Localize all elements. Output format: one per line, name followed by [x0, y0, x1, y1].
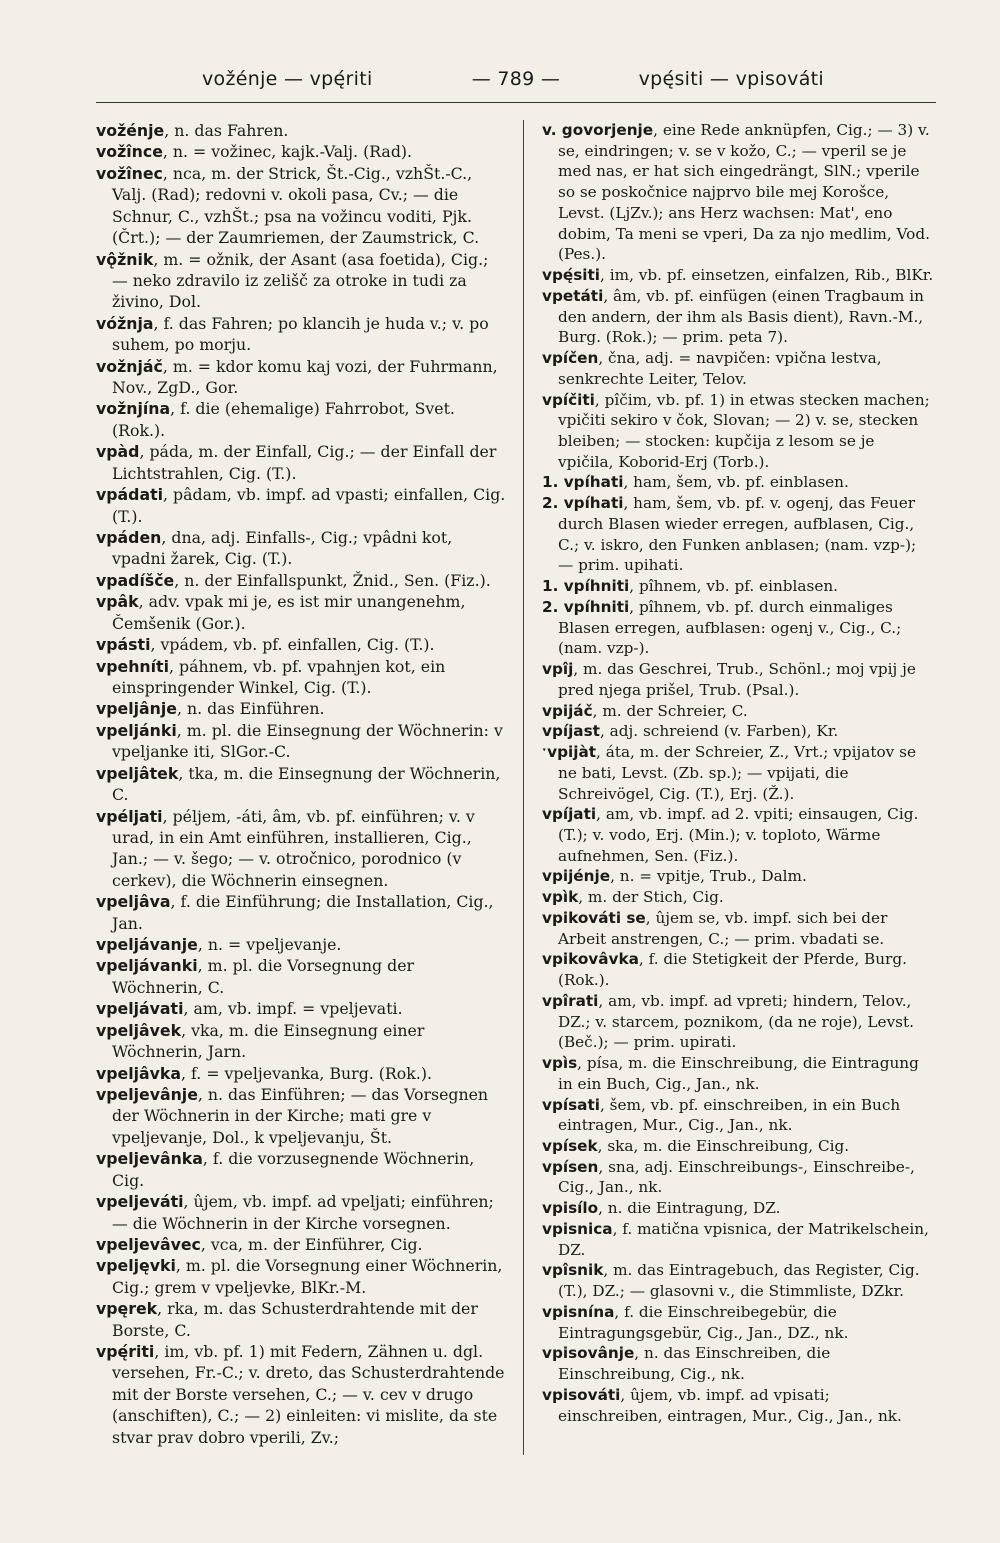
dictionary-entry: vpeljânje, n. das Einführen.	[96, 699, 325, 719]
headword: vpeljánki	[96, 720, 177, 740]
headword: vóžnja	[96, 313, 154, 333]
dictionary-entry: vpeljeváti, ûjem, vb. impf. ad vpeljati; einführen; — die Wöchnerin in der Kirche vorsegnen.	[96, 1192, 494, 1233]
headword: ˑvpijàt	[542, 743, 597, 762]
headword: vožnjáč	[96, 356, 163, 376]
dictionary-entry: vpâk, adv. vpak mi je, es ist mir unangenehm, Čemšenik (Gor.).	[96, 592, 466, 633]
headword: vpeljevâvec	[96, 1234, 201, 1254]
headword: vpeljávati	[96, 999, 184, 1019]
dictionary-entry: vpisovânje, n. das Einschreiben, die Einschreibung, Cig., nk.	[542, 1344, 831, 1384]
headword: vpísen	[542, 1157, 599, 1176]
dictionary-entry: vpę́riti, im, vb. pf. 1) mit Federn, Zähnen u. dgl. versehen, Fr.-C.; v. dreto, das Schusterdrahtende mit der Borste versehen, C.; — v. cev v drugo (anschiften), C.; — 2) einleiten: vi mislite, da ste stvar prav dobro vperili, Zv.;	[96, 1342, 505, 1447]
dictionary-entry: vǫ̂žnik, m. = ožnik, der Asant (asa foetida), Cig.; — neko zdravilo iz zelišč za otroke in tudi za živino, Dol.	[96, 249, 489, 312]
headword: vpetáti	[542, 286, 604, 305]
headword: vpíjati	[542, 805, 597, 824]
headword: vpijáč	[542, 701, 593, 720]
headword: vožnjína	[96, 399, 171, 419]
left-column	[96, 120, 506, 1448]
headword: vpeljânje	[96, 699, 177, 719]
headword: vpę́riti	[96, 1342, 155, 1362]
headword: vpisovânje	[542, 1344, 635, 1363]
dictionary-entry: vpadíšče, n. der Einfallspunkt, Žnid., Sen. (Fiz.).	[96, 570, 491, 590]
dictionary-entry: 1. vpíhati, ham, šem, vb. pf. einblasen.	[542, 473, 849, 492]
headword: vǫ̂žnik	[96, 249, 154, 269]
headword: vpâk	[96, 592, 139, 612]
dictionary-entry: vpáden, dna, adj. Einfalls-, Cig.; vpâdni kot, vpadni žarek, Cig. (T.).	[96, 528, 453, 569]
headword: 2. vpíhati	[542, 494, 624, 513]
headword: vpeljevânje	[96, 1084, 198, 1104]
dictionary-entry: vpehníti, páhnem, vb. pf. vpahnjen kot, ein einspringender Winkel, Cig. (T.).	[96, 656, 446, 697]
headword: vpìs	[542, 1054, 578, 1073]
dictionary-entry: vožînec, nca, m. der Strick, Št.-Cig., vzhŠt.-C., Valj. (Rad); redovni v. okoli pasa, Cv.; — die Schnur, C., vzhŠt.; psa na vožincu voditi, Pjk. (Črt.); — der Zaumriemen, der Zaumstrick, C.	[96, 163, 480, 248]
dictionary-entry: vpíjast, adj. schreiend (v. Farben), Kr.	[542, 722, 839, 741]
headword: vpijénje	[542, 867, 611, 886]
headword: vpíjast	[542, 722, 600, 741]
dictionary-entry: vpeljevânka, f. die vorzusegnende Wöchnerin, Cig.	[96, 1149, 475, 1190]
headword: vpisováti	[542, 1385, 621, 1404]
dictionary-entry: vóžnja, f. das Fahren; po klancih je huda v.; v. po suhem, po morju.	[96, 313, 489, 355]
header-left-guide-words: vožénje — vpę́riti	[202, 68, 373, 90]
dictionary-entry: vožînce, n. = vožinec, kajk.-Valj. (Rad).	[96, 142, 413, 162]
dictionary-entry: vpásti, vpádem, vb. pf. einfallen, Cig. (T.).	[96, 635, 435, 655]
headword: vpikovâvka	[542, 950, 639, 969]
headword: vpàd	[96, 442, 140, 462]
dictionary-entry: vpisováti, ûjem, vb. impf. ad vpisati; einschreiben, eintragen, Mur., Cig., Jan., nk.	[542, 1385, 902, 1425]
headword: vožînce	[96, 142, 163, 162]
headword: vpisnica	[542, 1219, 613, 1238]
dictionary-entry: vpísen, sna, adj. Einschreibungs-, Einschreibe-, Cig., Jan., nk.	[542, 1157, 915, 1197]
headword: vpeljávanki	[96, 956, 198, 976]
dictionary-entry: vpísati, šem, vb. pf. einschreiben, in ein Buch eintragen, Mur., Cig., Jan., nk.	[542, 1095, 901, 1135]
dictionary-entry: vpeljávati, am, vb. impf. = vpeljevati.	[96, 999, 403, 1019]
dictionary-entry: vpikovâvka, f. die Stetigkeit der Pferde, Burg. (Rok.).	[542, 950, 907, 990]
headword: vpíčen	[542, 349, 599, 368]
dictionary-entry: vpìs, písa, m. die Einschreibung, die Eintragung in ein Buch, Cig., Jan., nk.	[542, 1054, 919, 1093]
headword: vpéljati	[96, 806, 163, 826]
headword: vpeljávanje	[96, 935, 198, 955]
dictionary-entry: vpîrati, am, vb. impf. ad vpreti; hindern, Telov., DZ.; v. starcem, poznikom, (da ne roje), Levst. (Beč.); — prim. upirati.	[542, 991, 914, 1052]
dictionary-entry: v. govorjenje, eine Rede anknüpfen, Cig.; — 3) v. se, eindringen; v. se v kožo, C.; — vperil se je med nas, er hat sich eingedrängt, SlN.; vperile so se poskočnice najprvo bile mej Korošce, Levst. (LjZv.); ans Herz wachsen: Mat', eno dobim, Ta meni se vperi, Da za njo medlim, Vod. (Pes.).	[542, 121, 930, 264]
dictionary-entry: vpeljánki, m. pl. die Einsegnung der Wöchnerin: v vpeljanke iti, SlGor.-C.	[96, 720, 503, 762]
dictionary-entry: vpeljávanje, n. = vpeljevanje.	[96, 935, 342, 955]
headword: vpíčiti	[542, 390, 595, 409]
running-header	[96, 62, 936, 103]
dictionary-entry: 2. vpíhati, ham, šem, vb. pf. v. ogenj, das Feuer durch Blasen wieder erregen, aufblasen, Cig., C.; v. iskro, den Funken anblasen; (nam. vzp-); — prim. upihati.	[542, 494, 917, 575]
headword: vpîj	[542, 660, 574, 679]
page-number: — 789 —	[471, 68, 561, 90]
headword: vožénje	[96, 121, 165, 140]
dictionary-entry: vpéljati, péljem, -áti, âm, vb. pf. einführen; v. v urad, in ein Amt einführen, installieren, Cig., Jan.; — v. šego; — v. otročnico, porodnico (v cerkev), die Wöchnerin einsegnen.	[96, 806, 475, 890]
headword: vpisílo	[542, 1199, 599, 1218]
dictionary-entry: vpisílo, n. die Eintragung, DZ.	[542, 1199, 781, 1218]
headword: vpeljâva	[96, 892, 171, 912]
dictionary-entry: vpeljęvki, m. pl. die Vorsegnung einer Wöchnerin, Cig.; grem v vpeljevke, BlKr.-M.	[96, 1256, 503, 1297]
dictionary-entry: vpisnína, f. die Einschreibegebür, die Eintragungsgebür, Cig., Jan., DZ., nk.	[542, 1302, 849, 1342]
headword: vpísati	[542, 1095, 600, 1114]
headword: vpisnína	[542, 1302, 615, 1321]
header-right-guide-words: vpę́siti — vpisováti	[638, 68, 824, 90]
dictionary-entry: vpíčiti, pîčim, vb. pf. 1) in etwas stecken machen; vpičiti sekiro v čok, Slovan; — 2) v. se, stecken bleiben; — stocken: kupčija z lesom se je vpičila, Koborid-Erj (Torb.).	[542, 390, 930, 471]
dictionary-entry: vpîj, m. das Geschrei, Trub., Schönl.; moj vpij je pred njega prišel, Trub. (Psal.).	[542, 660, 916, 699]
headword: vpîsnik	[542, 1261, 604, 1280]
dictionary-entry: vpeljevânje, n. das Einführen; — das Vorsegnen der Wöchnerin in der Kirche; mati gre v vpeljevanje, Dol., k vpeljevanju, Št.	[96, 1084, 489, 1147]
headword: vpęrek	[96, 1299, 158, 1319]
dictionary-entry: vpikováti se, ûjem se, vb. impf. sich bei der Arbeit anstrengen, C.; — prim. vbadati se.	[542, 908, 888, 948]
headword: vpadíšče	[96, 570, 175, 590]
dictionary-entry: vpeljâvek, vka, m. die Einsegnung einer Wöchnerin, Jarn.	[96, 1020, 425, 1062]
dictionary-entry: vpíčen, čna, adj. = navpičen: vpična lestva, senkrechte Leiter, Telov.	[542, 349, 882, 388]
dictionary-entry: vpeljevâvec, vca, m. der Einführer, Cig.	[96, 1234, 423, 1254]
headword: 2. vpíhniti	[542, 597, 630, 616]
headword: vpîrati	[542, 991, 599, 1010]
headword: v. govorjenje	[542, 121, 654, 139]
headword: vpikováti se	[542, 908, 646, 927]
headword: vpísek	[542, 1136, 598, 1155]
headword: vpeljâvek	[96, 1020, 182, 1040]
right-column	[542, 120, 934, 1426]
dictionary-entry: vpę́siti, im, vb. pf. einsetzen, einfalzen, Rib., BlKr.	[542, 266, 934, 285]
headword: vpeljâvka	[96, 1063, 182, 1083]
headword: vožînec	[96, 163, 163, 183]
headword: vpásti	[96, 635, 151, 655]
headword: vpádati	[96, 485, 163, 505]
dictionary-entry: vpetáti, âm, vb. pf. einfügen (einen Tragbaum in den andern, der ihm als Basis dient), Ravn.-M., Burg. (Rok.); — prim. peta 7).	[542, 286, 924, 347]
dictionary-entry: vpijáč, m. der Schreier, C.	[542, 701, 748, 720]
headword: vpìk	[542, 888, 579, 907]
dictionary-entry: vpìk, m. der Stich, Cig.	[542, 888, 724, 907]
dictionary-entry: vpíjati, am, vb. impf. ad 2. vpiti; einsaugen, Cig. (T.); v. vodo, Erj. (Min.); v. toploto, Wärme aufnehmen, Sen. (Fiz.).	[542, 805, 919, 865]
headword: vpę́siti	[542, 266, 601, 285]
dictionary-entry: vpeljávanki, m. pl. die Vorsegnung der Wöchnerin, C.	[96, 956, 415, 997]
dictionary-entry: vpęrek, rka, m. das Schusterdrahtende mit der Borste, C.	[96, 1299, 478, 1340]
dictionary-entry: vpîsnik, m. das Eintragebuch, das Register, Cig. (T.), DZ.; — glasovni v., die Stimmliste, DZkr.	[542, 1261, 920, 1301]
dictionary-entry: vpísek, ska, m. die Einschreibung, Cig.	[542, 1136, 850, 1155]
dictionary-entry: ˑvpijàt, áta, m. der Schreier, Z., Vrt.; vpijatov se ne bati, Levst. (Zb. sp.); — vpijati, die Schreivögel, Cig. (T.), Erj. (Ž.).	[542, 743, 916, 803]
dictionary-entry: 2. vpíhniti, pîhnem, vb. pf. durch einmaliges Blasen erregen, aufblasen: ogenj v., Cig., C.; (nam. vzp-).	[542, 597, 902, 658]
headword: 1. vpíhniti	[542, 577, 630, 596]
column-divider	[523, 120, 524, 1455]
dictionary-entry: vpádati, pâdam, vb. impf. ad vpasti; einfallen, Cig. (T.).	[96, 485, 506, 526]
dictionary-entry: vpàd, páda, m. der Einfall, Cig.; — der Einfall der Lichtstrahlen, Cig. (T.).	[96, 442, 497, 483]
headword: 1. vpíhati	[542, 473, 624, 492]
dictionary-entry: 1. vpíhniti, pîhnem, vb. pf. einblasen.	[542, 577, 839, 596]
headword: vpeljevânka	[96, 1149, 203, 1169]
dictionary-entry: vpeljâva, f. die Einführung; die Installation, Cig., Jan.	[96, 892, 494, 933]
headword: vpehníti	[96, 656, 169, 676]
dictionary-entry: vožnjína, f. die (ehemalige) Fahrrobot, Svet. (Rok.).	[96, 399, 455, 440]
headword: vpeljęvki	[96, 1256, 176, 1276]
dictionary-entry: vpisnica, f. matična vpisnica, der Matrikelschein, DZ.	[542, 1219, 929, 1259]
headword: vpeljeváti	[96, 1192, 184, 1212]
headword: vpeljâtek	[96, 763, 179, 783]
headword: vpáden	[96, 528, 162, 548]
dictionary-entry: vpeljâvka, f. = vpeljevanka, Burg. (Rok.).	[96, 1063, 432, 1083]
dictionary-entry: vpijénje, n. = vpitje, Trub., Dalm.	[542, 867, 807, 886]
dictionary-entry: vožénje, n. das Fahren.	[96, 121, 289, 140]
dictionary-entry: vožnjáč, m. = kdor komu kaj vozi, der Fuhrmann, Nov., ZgD., Gor.	[96, 356, 498, 398]
dictionary-entry: vpeljâtek, tka, m. die Einsegnung der Wöchnerin, C.	[96, 763, 501, 805]
